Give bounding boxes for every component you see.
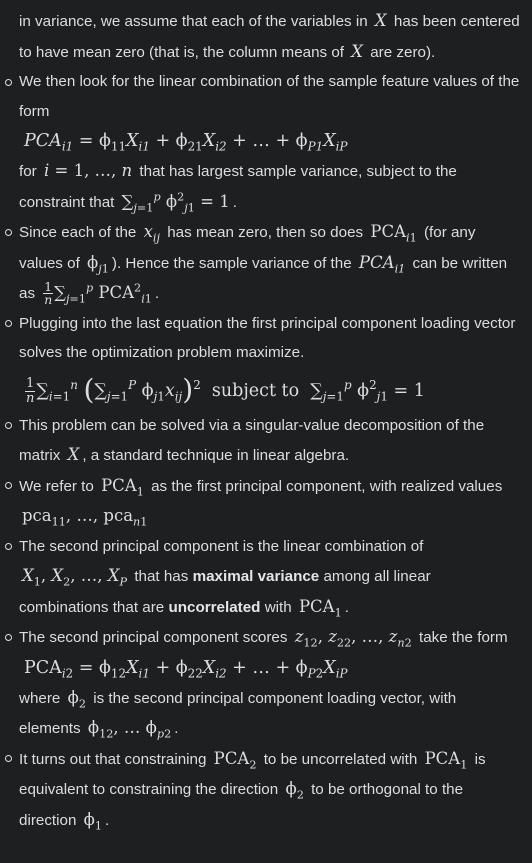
math-pca-2: $PCA_2$: [213, 748, 257, 771]
bullet-circle-icon: [5, 229, 12, 236]
item-text: .: [344, 598, 349, 616]
math-range: i = 1, …, n: [43, 161, 133, 180]
list-item: [4, 471, 522, 532]
item-text: to be uncorrelated with: [263, 750, 418, 768]
bullet-circle-icon: [5, 634, 12, 641]
item-text: .: [174, 720, 179, 737]
math-phi-2: $\phi_2$: [285, 779, 304, 802]
math-pca-i1: $PCA_{i1}$: [358, 252, 406, 275]
math-variance: $\frac{1}{n}$ $\sum_{j=1}^p$ $PCA^2_{i1}$: [44, 279, 152, 307]
display-formula: $PCA_{i1} = \phi_{11}X_{i1} + \phi_{21}X_{i2}$ + … + $\phi_{P1}X_{iP}$: [24, 131, 348, 154]
intro-paragraph: [19, 6, 522, 67]
item-text: .: [154, 285, 160, 302]
list-item: [4, 532, 522, 623]
bold-text: maximal variance: [192, 568, 320, 585]
intro-text: are zero).: [370, 43, 436, 61]
math-pca-1: $PCA_1$: [101, 475, 144, 498]
item-text: The second principal component scores: [19, 629, 288, 646]
bold-text: uncorrelated: [168, 598, 261, 616]
item-text: has mean zero, then so does: [167, 224, 364, 241]
bullet-circle-icon: [5, 543, 12, 550]
item-text: , a standard technique in linear algebra.: [82, 447, 350, 464]
math-var-x: X: [67, 445, 80, 464]
item-text: .: [232, 193, 237, 211]
intro-text: in variance, we assume that each of the variables in: [19, 13, 368, 30]
item-text: that has: [134, 568, 189, 585]
item-text: where: [19, 689, 61, 707]
list-item: [4, 622, 522, 744]
item-text: to be orthogonal to the direction: [19, 781, 464, 829]
item-text: Plugging into the last equation the first principal component loading vector solves the optimization problem maximize.: [19, 314, 516, 361]
math-variables: $X_1$, $X_2$, …, $X_P$: [22, 566, 128, 589]
bullet-circle-icon: [5, 422, 12, 429]
math-phi-j1: $\phi_{j1}$: [87, 252, 109, 275]
item-text: as the first principal component, with realized values: [151, 477, 503, 495]
item-text: It turns out that constraining: [19, 750, 207, 768]
math-var-x: X: [351, 41, 363, 61]
bullet-circle-icon: [5, 755, 12, 762]
list-item: [4, 67, 522, 217]
math-pca-1: $PCA_1$: [298, 596, 342, 619]
bullet-list: [4, 67, 522, 835]
math-pca-1: $PCA_1$: [424, 748, 468, 771]
math-phi-1: $\phi_1$: [83, 809, 103, 832]
item-text: among all linear combinations that are: [19, 568, 431, 616]
item-text: We refer to: [19, 477, 94, 495]
item-text: (for any values of: [19, 224, 476, 272]
math-scores: $z_{12}$, $z_{22}$, …, $z_{n2}$: [294, 627, 412, 650]
bullet-circle-icon: [5, 320, 12, 327]
item-text: ). Hence the sample variance of the: [111, 254, 352, 272]
item-text: is equivalent to constraining the direction: [19, 750, 486, 798]
item-text: with: [264, 598, 292, 616]
item-text: We then look for the linear combination of the sample feature values of the form: [19, 73, 520, 120]
item-text: take the form: [418, 629, 508, 646]
item-text: .: [105, 811, 110, 829]
subject-to-text: subject to: [211, 380, 300, 401]
math-var-x: X: [374, 11, 387, 30]
list-item: [4, 411, 522, 471]
item-text: is the second principal component loading vector, with elements: [19, 689, 457, 737]
math-elements: $\phi_{12}$, … $\phi_{p2}$: [87, 718, 172, 741]
math-pca-i1: $PCA_{i1}$: [370, 222, 417, 245]
item-text: that has largest sample variance, subject to the constraint that: [19, 163, 457, 211]
item-text: This problem can be solved via a singular-value decomposition of the matrix: [19, 416, 485, 464]
intro-text: has been centered to have mean zero (that is, the column means of: [19, 13, 520, 61]
item-text: Since each of the: [19, 224, 137, 241]
bullet-circle-icon: [5, 482, 12, 489]
list-item: [4, 309, 522, 411]
math-realized-values: pca$_{11}$, …, pca$_{n1}$: [22, 506, 148, 529]
item-text: can be written as: [19, 254, 508, 302]
math-phi-2: $\phi_2$: [67, 687, 86, 710]
display-formula: $\frac{1}{n}$ $\sum_{i=1}^n$ ($\sum_{j=1}^P$ $\phi_{j1}x_{ij})^2$ subject to $\sum_{j=1}^p$ $\phi^2_{j1} = 1$: [25, 372, 425, 406]
list-item: [4, 217, 522, 309]
list-item: [4, 744, 522, 836]
math-xij: $x_{ij}$: [143, 222, 160, 245]
item-text: for: [19, 163, 37, 180]
math-constraint: $\sum_{j=1}^p$ $\phi^2_{j1} = 1$: [121, 190, 230, 214]
item-text: The second principal component is the linear combination of: [19, 537, 424, 555]
display-formula: $PCA_{i2} = \phi_{12}X_{i1} + \phi_{22}X_{i2}$ + … + $\phi_{P2}X_{iP}$: [24, 657, 348, 680]
bullet-circle-icon: [5, 79, 12, 86]
